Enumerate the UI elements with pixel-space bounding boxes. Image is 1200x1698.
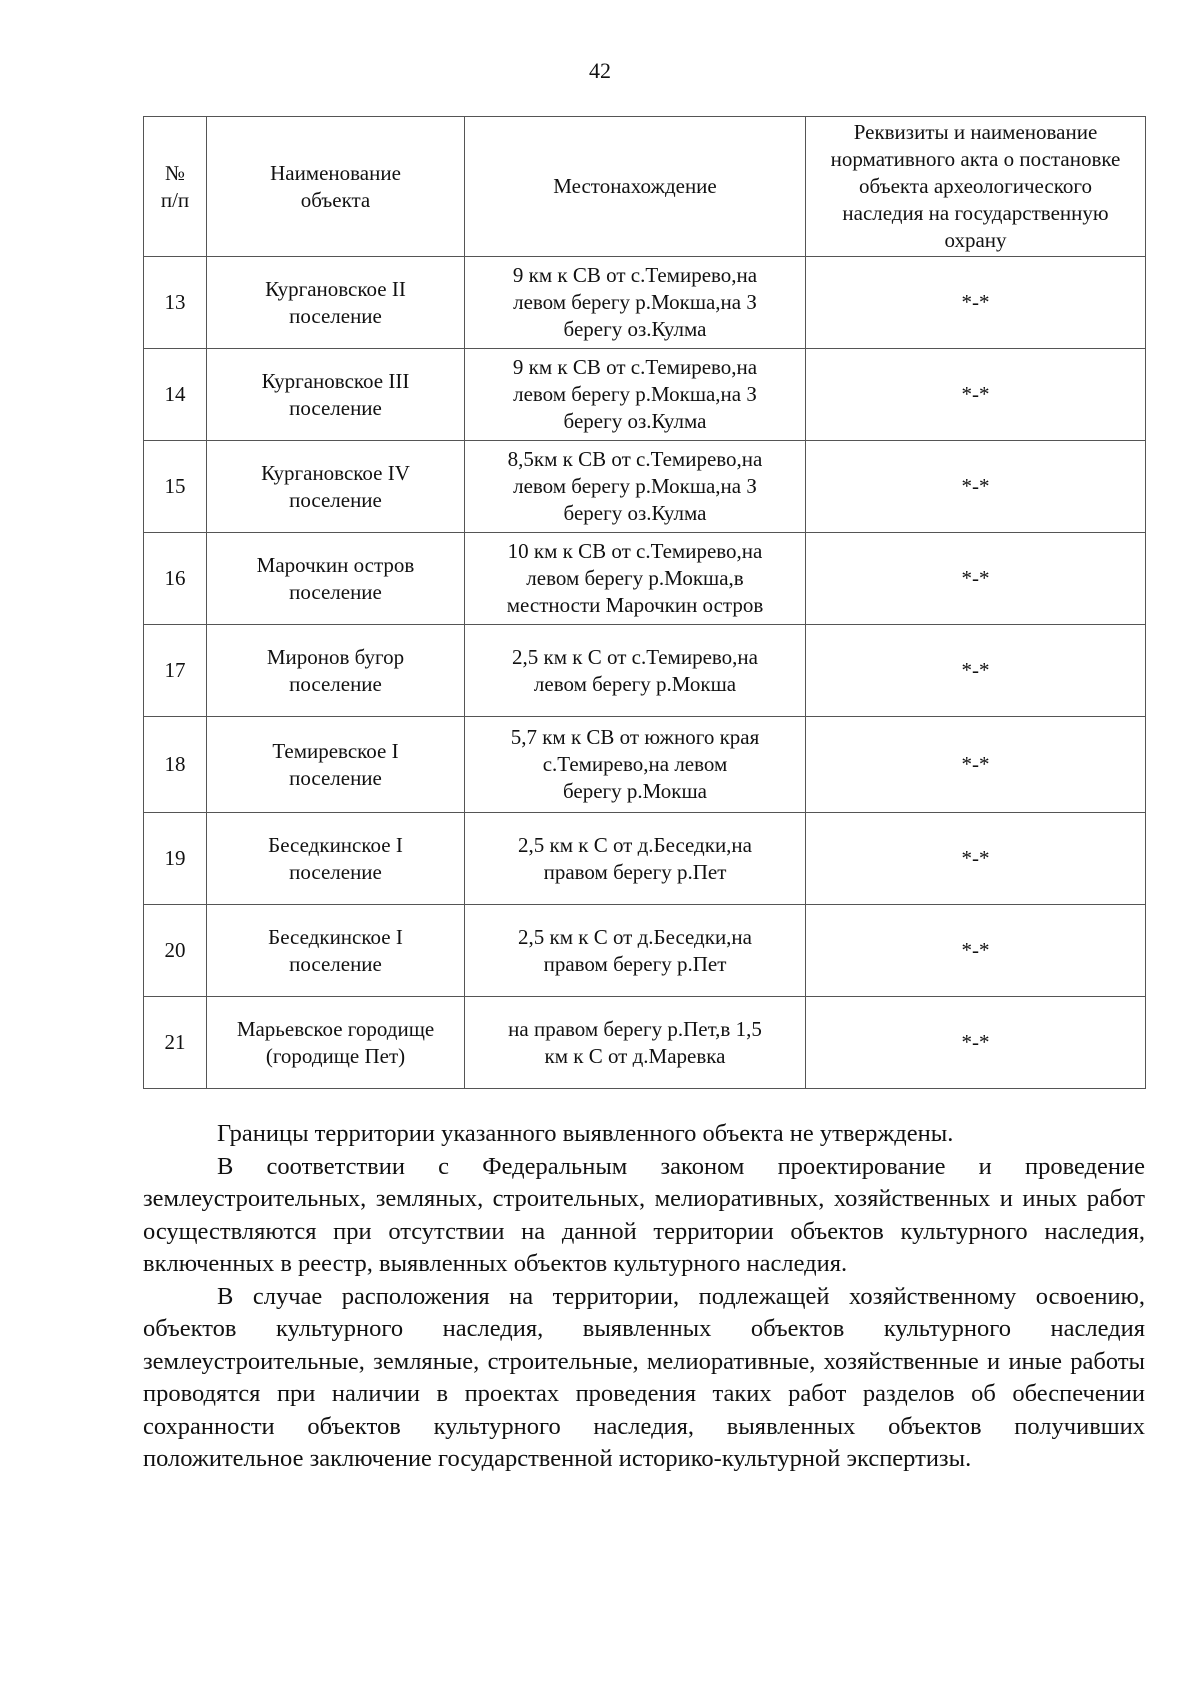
row-normative-act: *-* bbox=[806, 717, 1146, 813]
paragraph-federal-law: В соответствии с Федеральным законом проектирование и проведение землеустроительных, земляных, строительных, мелиоративных, хозяйственных и иных работ осуществляются при отсутствии на данной территории объектов культурного наследия, включенных в реестр, выявленных объектов культурного наследия. bbox=[143, 1152, 1145, 1277]
table-row bbox=[144, 997, 1146, 1089]
table-row bbox=[144, 625, 1146, 717]
row-normative-act: *-* bbox=[806, 533, 1146, 625]
row-object-name: Миронов бугор поселение bbox=[207, 625, 465, 717]
row-location: на правом берегу р.Пет,в 1,5 км к С от д.Маревка bbox=[465, 997, 806, 1089]
row-number: 21 bbox=[144, 997, 207, 1089]
row-object-name: Темиревское I поселение bbox=[207, 717, 465, 813]
heritage-objects-table bbox=[143, 116, 1146, 1089]
row-number: 14 bbox=[144, 349, 207, 441]
header-location: Местонахождение bbox=[465, 117, 806, 257]
row-normative-act: *-* bbox=[806, 349, 1146, 441]
row-location: 10 км к СВ от с.Темирево,на левом берегу р.Мокша,в местности Марочкин остров bbox=[465, 533, 806, 625]
row-normative-act: *-* bbox=[806, 997, 1146, 1089]
table-row bbox=[144, 257, 1146, 349]
table-row bbox=[144, 533, 1146, 625]
table-row bbox=[144, 349, 1146, 441]
row-object-name: Беседкинское I поселение bbox=[207, 813, 465, 905]
row-object-name: Кургановское II поселение bbox=[207, 257, 465, 349]
row-number: 20 bbox=[144, 905, 207, 997]
header-object-name: Наименование объекта bbox=[207, 117, 465, 257]
row-object-name: Марьевское городище (городище Пет) bbox=[207, 997, 465, 1089]
row-normative-act: *-* bbox=[806, 257, 1146, 349]
row-normative-act: *-* bbox=[806, 441, 1146, 533]
body-text bbox=[143, 1118, 1145, 1476]
row-normative-act: *-* bbox=[806, 625, 1146, 717]
row-location: 5,7 км к СВ от южного края с.Темирево,на левом берегу р.Мокша bbox=[465, 717, 806, 813]
page-number: 42 bbox=[589, 58, 611, 83]
paragraph-economic-development: В случае расположения на территории, подлежащей хозяйственному освоению, объектов культурного наследия, выявленных объектов культурного наследия землеустроительные, земляные, строительные, мелиоративные, хозяйственные и иные работы проводятся при наличии в проектах проведения таких работ разделов об обеспечении сохранности объектов культурного наследия, выявленных объектов получивших положительное заключение государственной историко-культурной экспертизы. bbox=[143, 1282, 1145, 1472]
row-location: 2,5 км к С от д.Беседки,на правом берегу р.Пет bbox=[465, 813, 806, 905]
row-number: 18 bbox=[144, 717, 207, 813]
row-number: 13 bbox=[144, 257, 207, 349]
table-row bbox=[144, 441, 1146, 533]
paragraph-borders-not-approved: Границы территории указанного выявленного объекта не утверждены. bbox=[217, 1120, 954, 1147]
row-number: 17 bbox=[144, 625, 207, 717]
table-header-row bbox=[144, 117, 1146, 257]
row-location: 8,5км к СВ от с.Темирево,на левом берегу р.Мокша,на З берегу оз.Кулма bbox=[465, 441, 806, 533]
header-normative-act: Реквизиты и наименование нормативного акта о постановке объекта археологического наследия на государственную охрану bbox=[806, 117, 1146, 257]
table-row bbox=[144, 905, 1146, 997]
row-location: 9 км к СВ от с.Темирево,на левом берегу р.Мокша,на З берегу оз.Кулма bbox=[465, 349, 806, 441]
row-location: 9 км к СВ от с.Темирево,на левом берегу р.Мокша,на З берегу оз.Кулма bbox=[465, 257, 806, 349]
table-row bbox=[144, 813, 1146, 905]
row-object-name: Кургановское IV поселение bbox=[207, 441, 465, 533]
row-number: 15 bbox=[144, 441, 207, 533]
row-object-name: Кургановское III поселение bbox=[207, 349, 465, 441]
row-number: 16 bbox=[144, 533, 207, 625]
row-normative-act: *-* bbox=[806, 905, 1146, 997]
header-number: № п/п bbox=[144, 117, 207, 257]
row-number: 19 bbox=[144, 813, 207, 905]
table-row bbox=[144, 717, 1146, 813]
row-normative-act: *-* bbox=[806, 813, 1146, 905]
row-object-name: Беседкинское I поселение bbox=[207, 905, 465, 997]
row-location: 2,5 км к С от д.Беседки,на правом берегу р.Пет bbox=[465, 905, 806, 997]
row-object-name: Марочкин остров поселение bbox=[207, 533, 465, 625]
row-location: 2,5 км к С от с.Темирево,на левом берегу р.Мокша bbox=[465, 625, 806, 717]
